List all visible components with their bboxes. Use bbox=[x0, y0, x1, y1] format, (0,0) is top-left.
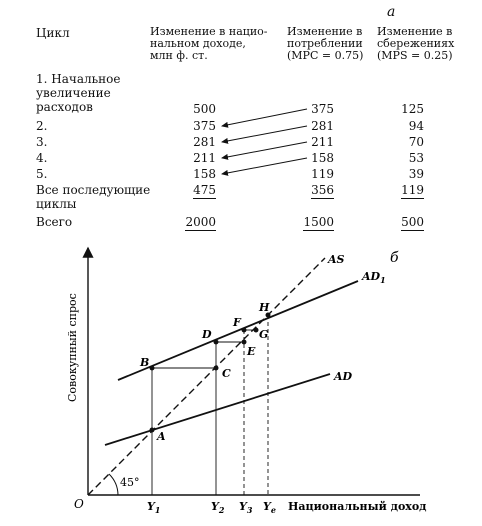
row-income: 500 bbox=[193, 102, 216, 116]
point-g bbox=[254, 328, 259, 333]
row-income-total: 2000 bbox=[185, 215, 216, 229]
label-f: F bbox=[233, 316, 241, 329]
row-income: 375 bbox=[193, 119, 216, 133]
row-consumption: 158 bbox=[311, 151, 334, 165]
row-savings: 125 bbox=[401, 102, 424, 116]
row-label: 4. bbox=[36, 151, 48, 165]
row-label: Все последующие циклы bbox=[36, 183, 151, 211]
point-c bbox=[214, 366, 219, 371]
x-axis-label: Национальный доход bbox=[288, 500, 427, 513]
row-label: 5. bbox=[36, 167, 48, 181]
point-a bbox=[150, 428, 155, 433]
row-consumption: 119 bbox=[311, 167, 334, 181]
arrow-cycle-2 bbox=[222, 109, 307, 126]
row-savings: 39 bbox=[408, 167, 424, 181]
tick-ye: $Y_e$ bbox=[263, 500, 276, 515]
point-d bbox=[214, 340, 219, 345]
row-label: 3. bbox=[36, 135, 48, 149]
header-savings: Изменение в сбережениях (MPS = 0.25) bbox=[377, 25, 455, 62]
row-label-total: Всего bbox=[36, 215, 73, 229]
label-a: A bbox=[157, 430, 166, 443]
label-c: C bbox=[222, 367, 231, 380]
row-income: 475 bbox=[193, 183, 216, 197]
row-savings: 119 bbox=[401, 183, 424, 197]
label-e: E bbox=[247, 345, 256, 358]
tick-y2: $Y_2$ bbox=[211, 500, 225, 515]
row-consumption: 356 bbox=[311, 183, 334, 197]
arrow-cycle-4 bbox=[222, 142, 307, 158]
tick-y3: $Y_3$ bbox=[239, 500, 253, 515]
point-b bbox=[150, 366, 155, 371]
y-axis-label: Совокупный спрос bbox=[66, 293, 79, 402]
angle-arc bbox=[109, 474, 118, 495]
label-h: H bbox=[259, 301, 270, 314]
row-income: 158 bbox=[193, 167, 216, 181]
panel-label-b: б bbox=[390, 250, 399, 266]
point-e bbox=[242, 340, 247, 345]
ad1-line bbox=[118, 281, 358, 380]
label-g: G bbox=[259, 328, 269, 341]
row-income: 281 bbox=[193, 135, 216, 149]
row-savings-total: 500 bbox=[401, 215, 424, 229]
row-label: 2. bbox=[36, 119, 48, 133]
row-consumption: 375 bbox=[311, 102, 334, 116]
row-savings: 70 bbox=[408, 135, 424, 149]
ad1-label: $AD_1$ bbox=[362, 270, 386, 285]
label-b: B bbox=[140, 356, 150, 369]
header-cycle: Цикл bbox=[36, 26, 70, 40]
point-f bbox=[242, 328, 247, 333]
header-income: Изменение в нацио- нальном доходе, млн ф. ст. bbox=[150, 25, 268, 62]
origin-label: O bbox=[74, 497, 84, 511]
ad-line bbox=[105, 374, 330, 445]
tick-y1: $Y_1$ bbox=[147, 500, 161, 515]
table-arrows bbox=[0, 0, 482, 240]
arrow-cycle-3 bbox=[222, 126, 307, 142]
angle-label: 45° bbox=[120, 476, 140, 489]
row-savings: 94 bbox=[408, 119, 424, 133]
row-consumption-total: 1500 bbox=[303, 215, 334, 229]
label-d: D bbox=[202, 328, 212, 341]
header-consumption: Изменение в потреблении (MPC = 0.75) bbox=[287, 25, 364, 62]
multiplier-graph bbox=[0, 240, 482, 526]
row-consumption: 281 bbox=[311, 119, 334, 133]
row-savings: 53 bbox=[408, 151, 424, 165]
row-label: 1. Начальное увеличение расходов bbox=[36, 72, 121, 114]
panel-label-a: а bbox=[387, 4, 396, 20]
as-line bbox=[88, 258, 325, 495]
as-label: AS bbox=[328, 253, 345, 266]
row-income: 211 bbox=[193, 151, 216, 165]
row-consumption: 211 bbox=[311, 135, 334, 149]
ad-label: AD bbox=[334, 370, 353, 383]
arrow-cycle-5 bbox=[222, 158, 307, 174]
